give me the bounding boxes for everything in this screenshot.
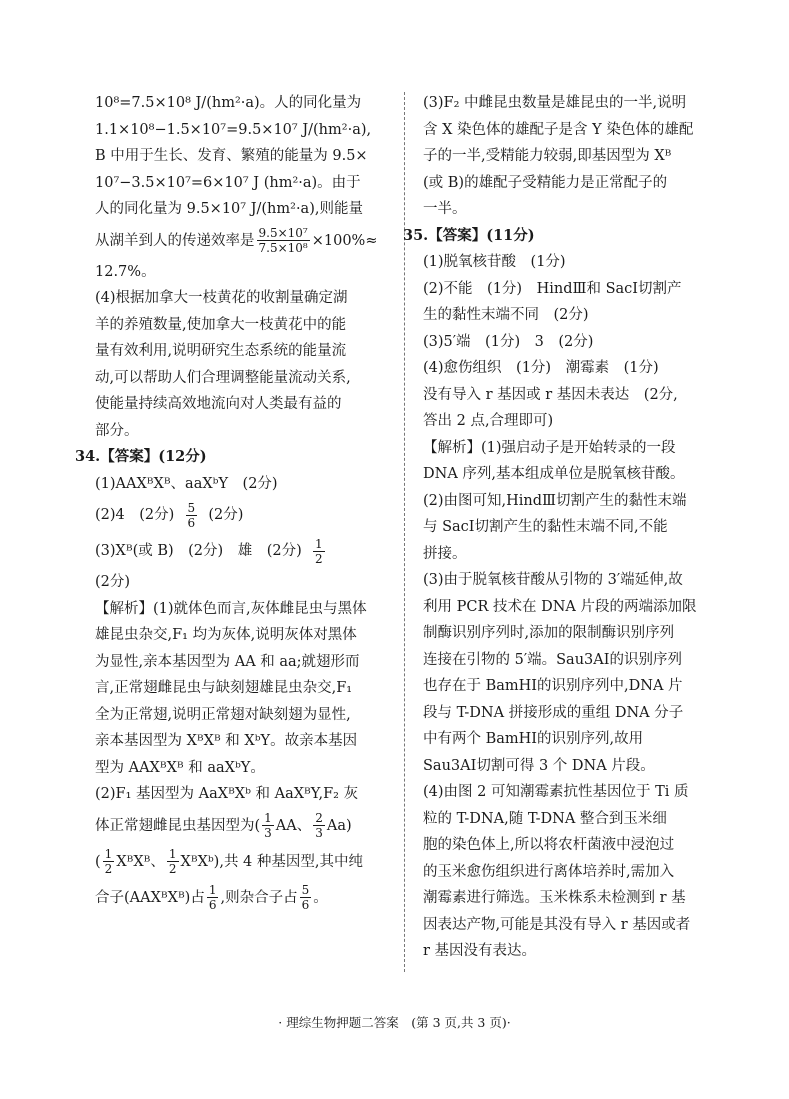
text-line: 拼接。 <box>423 545 467 562</box>
text-line: 动,可以帮助人们合理调整能量流动关系, <box>95 369 351 386</box>
text-line-fraction <box>95 223 387 259</box>
numerator: 1 <box>264 811 272 825</box>
text-line: (4)根据加拿大一枝黄花的收割量确定湖 <box>95 290 348 306</box>
fraction <box>257 226 310 255</box>
text-line: 10⁷−3.5×10⁷=6×10⁷ J (hm²·a)。由于 <box>95 174 361 191</box>
text: XᴮXᴮ、 <box>116 853 165 870</box>
answer-line: (4)愈伤组织 (1分) 潮霉素 (1分) <box>423 360 659 376</box>
text-line: 因表达产物,可能是其没有导入 r 基因或者 <box>423 916 691 933</box>
answer-line: (1)AAXᴮXᴮ、aaXᵇY (2分) <box>95 475 278 492</box>
fraction <box>313 811 325 840</box>
text-line: 全为正常翅,说明正常翅对缺刻翅为显性, <box>95 706 351 723</box>
text: ,则杂合子占 <box>220 889 298 906</box>
text-line: 羊的养殖数量,使加拿大一枝黄花中的能 <box>95 316 347 333</box>
denominator: 2 <box>168 862 177 876</box>
denominator: 6 <box>187 515 196 530</box>
text: ( <box>95 853 101 870</box>
text-line: 制酶识别序列时,添加的限制酶识别序列 <box>423 625 675 641</box>
text: 合子(AAXᴮXᴮ)占 <box>95 889 205 906</box>
numerator: 1 <box>168 847 177 861</box>
denominator: 7.5×10⁸ <box>258 241 308 255</box>
numerator: 5 <box>301 883 310 897</box>
text-line: 的玉米愈伤组织进行离体培养时,需加入 <box>423 863 675 880</box>
numerator: 1 <box>314 536 323 551</box>
denominator: 6 <box>301 898 310 912</box>
answer-line <box>95 533 387 569</box>
denominator: 2 <box>314 551 323 566</box>
answer-line: (2分) <box>95 574 131 590</box>
text-line: 型为 AAXᴮXᴮ 和 aaXᵇY。 <box>95 759 265 776</box>
numerator: 2 <box>315 811 323 825</box>
text-line: (2)F₁ 基因型为 AaXᴮXᵇ 和 AaXᴮY,F₂ 灰 <box>95 786 359 802</box>
text-line: 12.7%。 <box>95 263 156 280</box>
text-line: 使能量持续高效地流向对人类最有益的 <box>95 396 342 412</box>
fraction <box>262 811 274 840</box>
text: 从湖羊到人的传递效率是 <box>95 232 255 249</box>
text-line: 潮霉素进行筛选。玉米株系未检测到 r 基 <box>423 890 686 906</box>
text-line: 雄昆虫杂交,F₁ 均为灰体,说明灰体对黑体 <box>95 627 357 643</box>
text-line: 也存在于 BamHⅠ的识别序列中,DNA 片 <box>423 678 683 694</box>
left-column <box>75 90 387 916</box>
denominator: 2 <box>104 862 113 876</box>
text-line: 1.1×10⁸−1.5×10⁷=9.5×10⁷ J/(hm²·a), <box>95 121 372 138</box>
fraction <box>167 847 179 876</box>
text-line: r 基因没有表达。 <box>423 943 537 959</box>
text-line: 利用 PCR 技术在 DNA 片段的两端添加限 <box>423 598 697 615</box>
text-line: 中有两个 BamHⅠ的识别序列,故用 <box>423 731 644 747</box>
denominator: 3 <box>264 826 272 840</box>
text-line: 粒的 T-DNA,随 T-DNA 整合到玉米细 <box>423 810 667 827</box>
text-line: 部分。 <box>95 422 139 439</box>
answer-line: (2)不能 (1分) HindⅢ和 SacⅠ切割产 <box>423 280 682 297</box>
fraction <box>300 883 312 912</box>
text-line: B 中用于生长、发育、繁殖的能量为 9.5× <box>95 148 368 164</box>
text-line: 量有效利用,说明研究生态系统的能量流 <box>95 343 347 359</box>
text: XᴮXᵇ),共 4 种基因型,其中纯 <box>180 853 364 870</box>
text-line: 言,正常翅雌昆虫与缺刻翅雄昆虫杂交,F₁ <box>95 680 353 696</box>
text-line: 【解析】(1)强启动子是开始转录的一段 <box>423 439 676 456</box>
fraction <box>186 501 198 530</box>
text: (2分) <box>208 507 244 523</box>
question-34-heading: 34.【答案】(12分) <box>75 448 207 465</box>
text-line: (2)由图可知,HindⅢ切割产生的黏性末端 <box>423 492 687 509</box>
denominator: 3 <box>315 826 323 840</box>
text-line-fraction <box>95 880 387 916</box>
answer-line: (1)脱氧核苷酸 (1分) <box>423 254 566 270</box>
text-line: Sau3AⅠ切割可得 3 个 DNA 片段。 <box>423 757 655 774</box>
answer-line: 没有导入 r 基因或 r 基因未表达 (2分, <box>423 386 678 403</box>
numerator: 1 <box>104 847 113 861</box>
text: 。 <box>313 889 328 906</box>
text-line-fraction <box>95 844 387 880</box>
text-line-fraction <box>95 808 387 844</box>
page-footer: · 理综生物押题二答案 (第 3 页,共 3 页)· <box>278 1015 511 1030</box>
numerator: 5 <box>187 500 196 515</box>
numerator: 9.5×10⁷ <box>258 226 308 240</box>
text-line: DNA 序列,基本组成单位是脱氧核苷酸。 <box>423 466 685 482</box>
text: (2)4 (2分) <box>95 507 175 523</box>
text-line: (3)F₂ 中雌昆虫数量是雄昆虫的一半,说明 <box>423 95 687 111</box>
text-line: (4)由图 2 可知潮霉素抗性基因位于 Ti 质 <box>423 784 689 800</box>
numerator: 1 <box>208 883 217 897</box>
text-line: (或 B)的雄配子受精能力是正常配子的 <box>423 174 668 191</box>
fraction <box>207 883 219 912</box>
text-line: 【解析】(1)就体色而言,灰体雌昆虫与黑体 <box>95 600 367 617</box>
text: ×100%≈ <box>311 232 378 249</box>
text: Aa) <box>326 817 352 834</box>
text-line: 连接在引物的 5′端。Sau3AⅠ的识别序列 <box>423 651 682 668</box>
fraction <box>313 537 325 566</box>
text-line: 一半。 <box>423 201 467 217</box>
text: (3)Xᴮ(或 B) (2分) 雄 (2分) <box>95 543 302 559</box>
text-line: 胞的染色体上,所以将农杆菌液中浸泡过 <box>423 837 675 853</box>
answer-line <box>95 497 387 533</box>
text-line: 子的一半,受精能力较弱,即基因型为 Xᴮ <box>423 148 672 164</box>
denominator: 6 <box>208 898 217 912</box>
text-line: 与 SacⅠ切割产生的黏性末端不同,不能 <box>423 519 668 535</box>
text-line: 含 X 染色体的雄配子是含 Y 染色体的雄配 <box>423 121 694 138</box>
text-line: 10⁸=7.5×10⁸ J/(hm²·a)。人的同化量为 <box>95 95 362 111</box>
text-line: 人的同化量为 9.5×10⁷ J/(hm²·a),则能量 <box>95 201 363 217</box>
text-line: (3)由于脱氧核苷酸从引物的 3′端延伸,故 <box>423 572 683 588</box>
answer-line: (3)5′端 (1分) 3 (2分) <box>423 333 594 350</box>
text: AA、 <box>275 817 312 834</box>
answer-line: 生的黏性末端不同 (2分) <box>423 307 589 323</box>
text-line: 段与 T-DNA 拼接形成的重组 DNA 分子 <box>423 704 684 721</box>
text-line: 亲本基因型为 XᴮXᴮ 和 XᵇY。故亲本基因 <box>95 733 358 749</box>
question-35-heading: 35.【答案】(11分) <box>403 226 535 244</box>
text-line: 为显性,亲本基因型为 AA 和 aa;就翅形而 <box>95 653 360 670</box>
answer-line: 答出 2 点,合理即可) <box>423 413 554 429</box>
fraction <box>103 847 115 876</box>
text: 体正常翅雌昆虫基因型为( <box>95 817 261 834</box>
right-column <box>403 90 723 965</box>
